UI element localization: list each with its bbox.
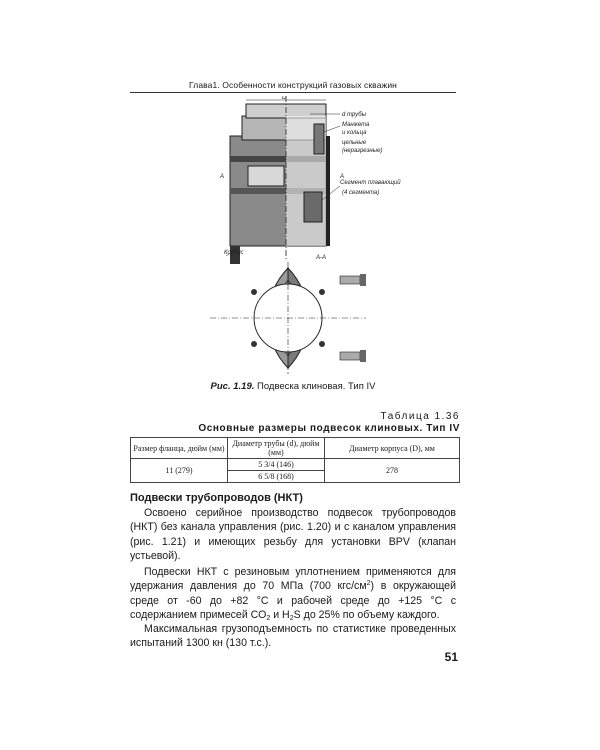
table-title: Основные размеры подвесок клиновых. Тип IV <box>198 423 460 434</box>
header-pipe: Диаметр трубы (d), дюйм (мм) <box>228 438 325 459</box>
paragraph-3 <box>130 622 456 651</box>
label-body: Корпус <box>224 250 244 256</box>
label-cuff-2: и кольца <box>342 130 367 136</box>
label-solid-1: цельные <box>342 140 367 146</box>
label-segment-2: (4 сегмента) <box>342 190 380 196</box>
label-segment-1: Сегмент плавающий <box>340 180 401 186</box>
paragraph-2-text-a: Подвески НКТ с резиновым уплотнением применяются для удержания давления до 70 МПа (700 кгс/см <box>130 566 456 593</box>
label-a-left: А <box>220 174 225 180</box>
cell-flange: 11 (279) <box>131 459 228 483</box>
paragraph-2-text-c: и Н <box>270 608 290 621</box>
paragraph-1 <box>130 506 456 563</box>
paragraph-1-text: Освоено серийное производство подвесок трубопроводов (НКТ) без канала управления (рис. 1.20) и с каналом управления (рис. 1.21) и имеющих резьбу для установки BPV (клапан устьевой). <box>130 507 456 562</box>
figure-caption <box>130 381 456 392</box>
paragraph-2-text-d: S до 25% по объему каждого. <box>293 608 440 621</box>
label-pipe: d трубы <box>342 112 366 118</box>
plan-view-aa <box>210 255 366 374</box>
page-number: 51 <box>444 650 458 664</box>
paragraph-3-text: Максимальная грузоподъемность по статистике проведенных испытаний 1300 кн (130 т.с.). <box>130 623 456 650</box>
cell-body: 278 <box>325 459 460 483</box>
figure-number: Рис. 1.19. <box>210 381 255 392</box>
subscript-co2: 2 <box>266 614 271 622</box>
label-aa: А-А <box>316 255 327 261</box>
label-a-right: А <box>340 174 345 180</box>
section-title: Подвески трубопроводов (НКТ) <box>130 492 303 504</box>
dimensions-table <box>130 437 460 483</box>
label-cuff-1: Манжета <box>342 122 370 128</box>
superscript-2: 2 <box>366 580 371 588</box>
cell-pipe-2: 6 5/8 (168) <box>228 471 325 483</box>
cell-pipe-1: 5 3/4 (146) <box>228 459 325 471</box>
side-section-view <box>219 96 401 264</box>
running-header: Глава1. Особенности конструкций газовых скважин <box>130 80 456 93</box>
hanger-figure <box>190 96 420 376</box>
table-label: Таблица 1.36 <box>380 411 460 422</box>
header-body: Диаметр корпуса (D), мм <box>325 438 460 459</box>
figure-caption-text: Подвеска клиновая. Тип IV <box>257 381 376 392</box>
header-flange: Размер фланца, дюйм (мм) <box>131 438 228 459</box>
table-header-row <box>131 438 460 459</box>
label-solid-2: (неразрезные) <box>342 148 383 154</box>
table-row <box>131 459 460 471</box>
subscript-h2s: 2 <box>289 614 294 622</box>
paragraph-2 <box>130 565 456 622</box>
paragraph-2-text-b: ) в окружающей среде от -60 до +82 °С и рабочей среде до +125 °С с содержанием примесей СО <box>130 580 456 621</box>
label-d: D <box>282 96 287 101</box>
